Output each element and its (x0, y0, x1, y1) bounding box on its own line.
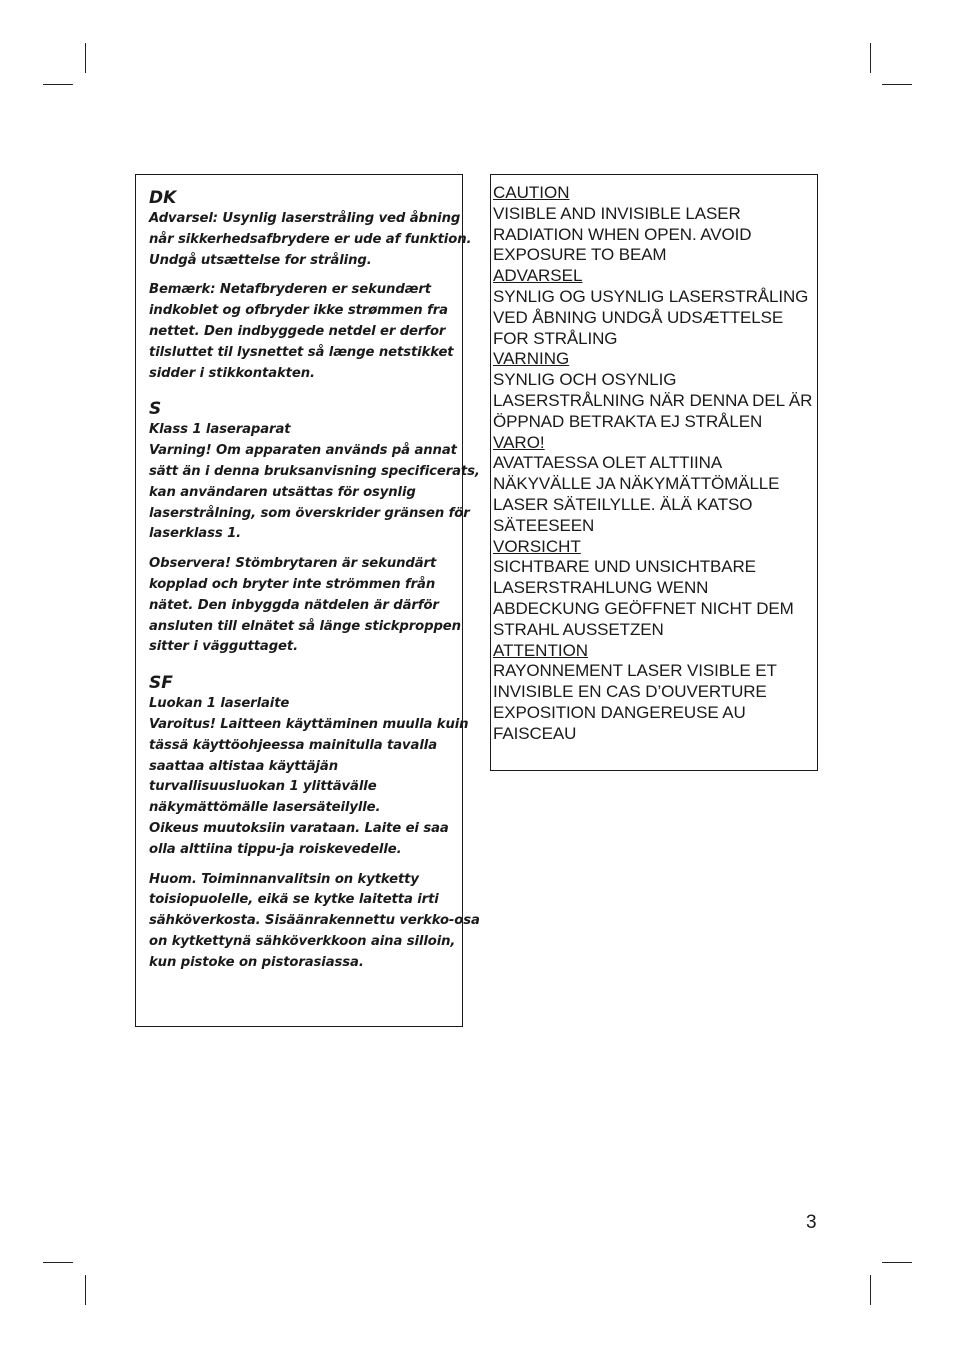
warning-line: EXPOSURE TO BEAM (493, 245, 667, 265)
crop-mark (870, 43, 871, 73)
text-line: Huom. Toiminnanvalitsin on kytketty (149, 871, 419, 887)
text-line: turvallisuusluokan 1 ylittävälle (149, 779, 377, 795)
text-line: kan användaren utsättas för osynlig (149, 484, 416, 500)
paragraph (149, 870, 480, 974)
crop-mark (882, 84, 912, 85)
crop-mark (43, 84, 73, 85)
text-line: olla alttiina tippu-ja roiskevedelle. (149, 841, 402, 857)
warning-line: SYNLIG OG USYNLIG LASERSTRÅLING (493, 286, 809, 306)
crop-mark (882, 1262, 912, 1263)
text-line: sätt än i denna bruksanvisning specificerats, (149, 463, 480, 479)
text-line: ansluten till elnätet så länge stickproppen (149, 618, 461, 634)
text-line: sidder i stikkontakten. (149, 365, 315, 381)
text-line: Klass 1 laseraparat (149, 422, 291, 438)
warning-title: VARNING (493, 349, 570, 369)
paragraph (149, 694, 469, 860)
text-line: Bemærk: Netafbryderen er sekundært (149, 282, 432, 298)
crop-mark (870, 1275, 871, 1305)
paragraph (149, 554, 461, 658)
warning-line: EXPOSITION DANGEREUSE AU (493, 702, 746, 722)
warning-line: SYNLIG OCH OSYNLIG (493, 370, 677, 390)
warning-line: VED ÅBNING UNDGÅ UDSÆTTELSE (493, 307, 784, 327)
text-line: tilsluttet til lysnettet så længe netstikket (149, 344, 454, 360)
warning-line: SÄTEESEEN (493, 515, 595, 535)
text-line: on kytkettynä sähköverkkoon aina silloin, (149, 933, 456, 949)
warning-line: LASERSTRAHLUNG WENN (493, 578, 709, 598)
nordic-warnings-box (135, 174, 480, 1027)
section-sf (149, 672, 480, 973)
warning-line: RADIATION WHEN OPEN. AVOID (493, 224, 752, 244)
warning-line: ABDECKUNG GEÖFFNET NICHT DEM (493, 598, 794, 618)
warning-line: INVISIBLE EN CAS D’OUVERTURE (493, 682, 767, 702)
text-line: nettet. Den indbyggede netdel er derfor (149, 323, 446, 339)
warning-line: STRAHL AUSSETZEN (493, 619, 664, 639)
section-heading: S (149, 399, 162, 420)
warning-varo (493, 433, 817, 537)
warning-title: VARO! (493, 432, 545, 452)
paragraph (149, 280, 458, 384)
text-line: Luokan 1 laserlaite (149, 696, 290, 712)
text-line: saattaa altistaa käyttäjän (149, 758, 339, 774)
crop-mark (85, 43, 86, 73)
text-line: toisiopuolelle, eikä se kytke laitetta irti (149, 892, 439, 908)
warning-varning (493, 349, 817, 432)
warning-line: ÖPPNAD BETRAKTA EJ STRÅLEN (493, 411, 763, 431)
text-line: Varning! Om apparaten används på annat (149, 443, 457, 459)
section-heading: SF (149, 673, 173, 694)
section-dk (149, 187, 472, 384)
text-line: Undgå utsættelse for stråling. (149, 252, 372, 268)
warning-line: LASERSTRÅLNING NÄR DENNA DEL ÄR (493, 390, 813, 410)
warning-line: AVATTAESSA OLET ALTTIINA (493, 453, 723, 473)
crop-mark (85, 1275, 86, 1305)
section-s (149, 398, 480, 658)
warning-line: SICHTBARE UND UNSICHTBARE (493, 557, 756, 577)
warning-line: NÄKYVÄLLE JA NÄKYMÄTTÖMÄLLE (493, 474, 780, 494)
warning-title: CAUTION (493, 183, 570, 202)
warning-line: LASER SÄTEILYLLE. ÄLÄ KATSO (493, 494, 753, 514)
text-line: når sikkerhedsafbrydere er ude af funktion. (149, 231, 472, 247)
text-line: Oikeus muutoksiin varataan. Laite ei saa (149, 820, 449, 836)
text-line: nätet. Den inbyggda nätdelen är därför (149, 597, 439, 613)
text-line: laserklass 1. (149, 526, 242, 542)
warning-title: ADVARSEL (493, 266, 583, 286)
text-line: sitter i vägguttaget. (149, 639, 298, 655)
crop-mark (43, 1262, 73, 1263)
text-line: Observera! Stömbrytaren är sekundärt (149, 556, 437, 572)
text-line: kopplad och bryter inte strömmen från (149, 576, 436, 592)
warning-title: ATTENTION (493, 640, 589, 660)
laser-warning-labels-box (490, 174, 818, 771)
text-line: laserstrålning, som överskrider gränsen för (149, 505, 470, 521)
text-line: Advarsel: Usynlig laserstråling ved åbning (149, 211, 461, 226)
warning-vorsicht (493, 537, 817, 641)
warning-attention (493, 641, 817, 745)
warning-line: FAISCEAU (493, 723, 577, 743)
text-line: tässä käyttöohjeessa mainitulla tavalla (149, 737, 437, 753)
section-heading: DK (149, 188, 177, 208)
warning-line: RAYONNEMENT LASER VISIBLE ET (493, 661, 777, 681)
warning-title: VORSICHT (493, 536, 581, 556)
paragraph (149, 209, 472, 271)
warning-line: VISIBLE AND INVISIBLE LASER (493, 203, 741, 223)
text-line: indkoblet og ofbryder ikke strømmen fra (149, 303, 448, 319)
page-number: 3 (806, 1212, 817, 1233)
warning-advarsel (493, 266, 817, 349)
warning-caution (493, 183, 817, 266)
text-line: näkymättömälle lasersäteilylle. (149, 800, 381, 816)
text-line: Varoitus! Laitteen käyttäminen muulla kuin (149, 716, 469, 732)
text-line: sähköverkosta. Sisäänrakennettu verkko-osa (149, 913, 480, 929)
paragraph (149, 420, 480, 545)
warning-line: FOR STRÅLING (493, 328, 618, 348)
text-line: kun pistoke on pistorasiassa. (149, 954, 364, 970)
